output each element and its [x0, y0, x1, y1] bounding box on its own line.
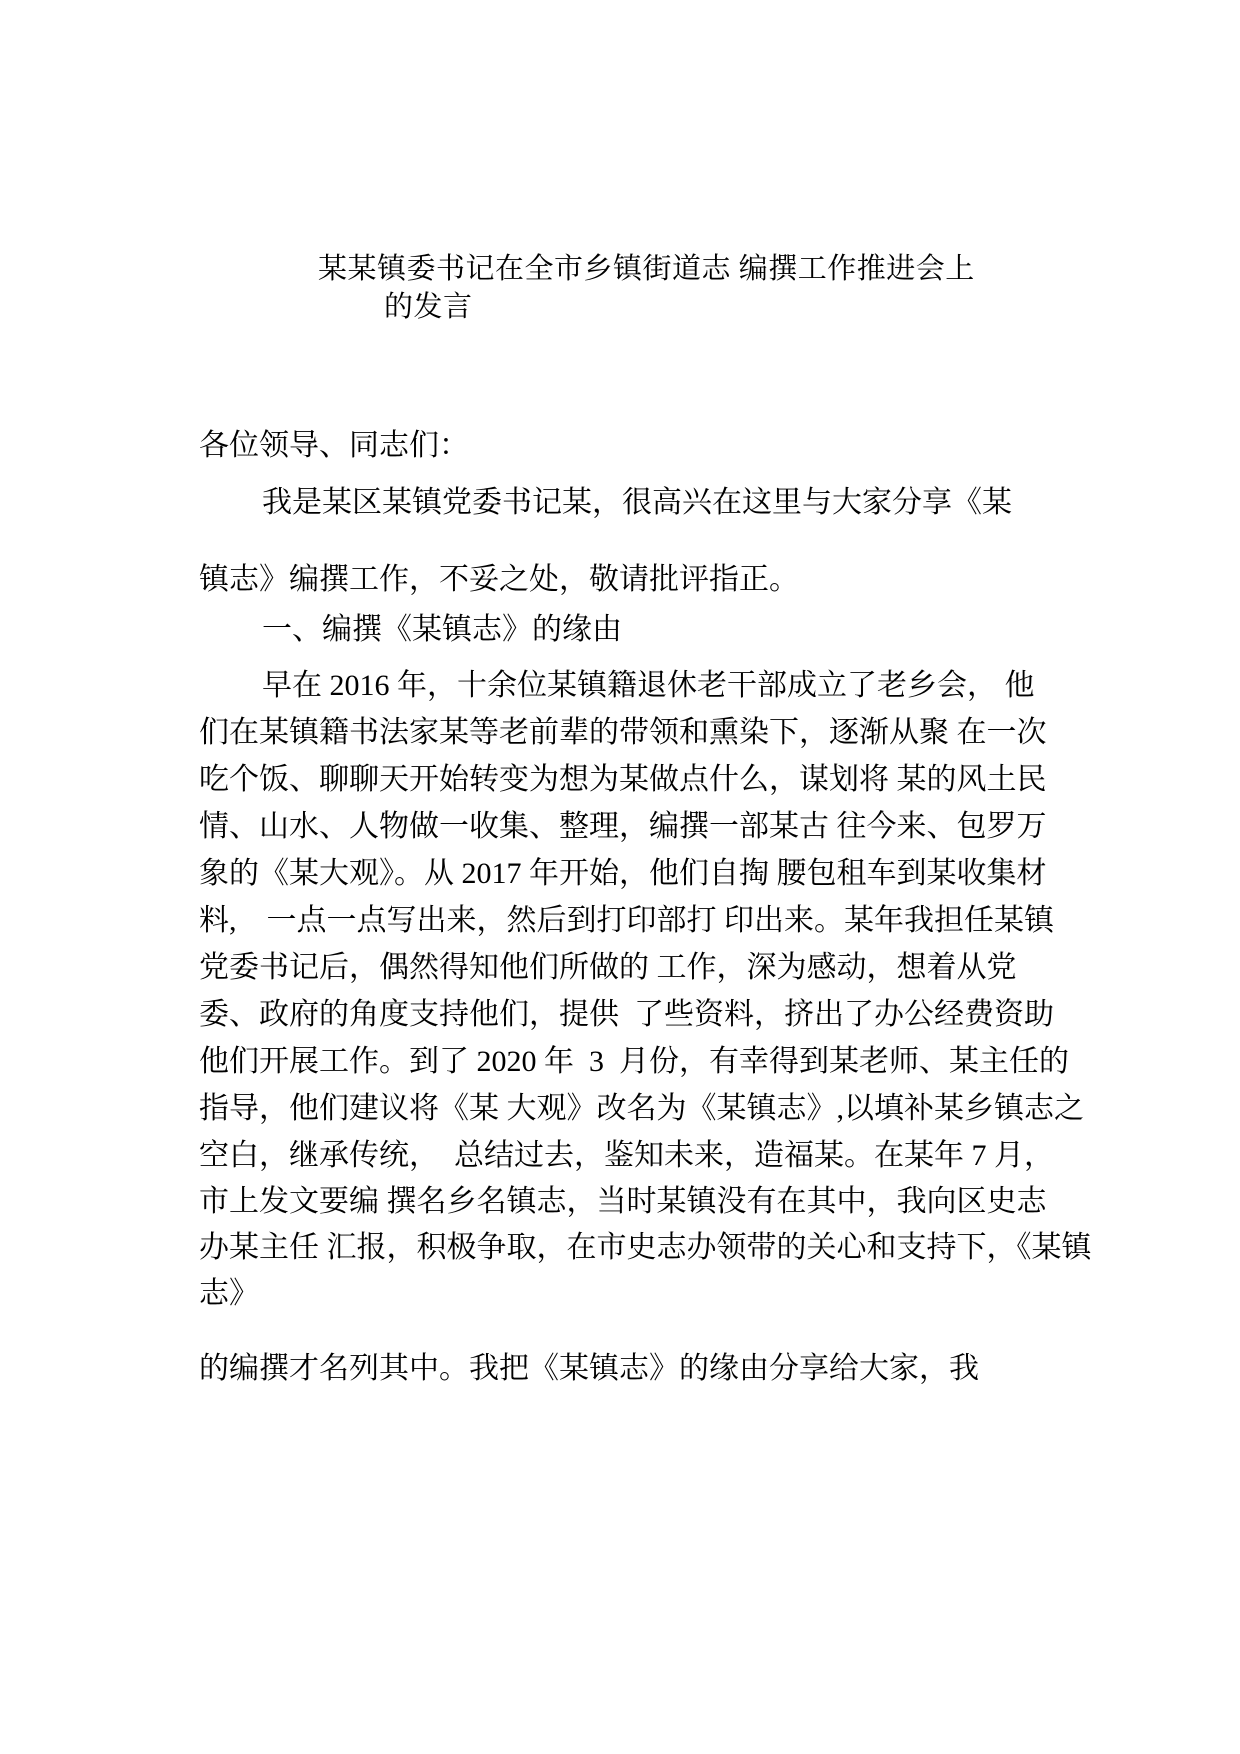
body-line: 党委书记后，偶然得知他们所做的 工作，深为感动，想着从党: [199, 951, 1017, 984]
body-line: 委、政府的角度支持他们，提供 了些资料，挤出了办公经费资助: [199, 998, 1054, 1031]
body-line: 空白，继承传统， 总结过去，鉴知未来，造福某。在某年 7 月，: [199, 1139, 1054, 1172]
closing-line: 的编撰才名列其中。我把《某镇志》的缘由分享给大家，我: [199, 1352, 979, 1385]
body-line: 办某主任 汇报，积极争取，在市史志办领带的关心和支持下，《某镇: [199, 1231, 1092, 1264]
salutation: 各位领导、同志们：: [199, 429, 469, 462]
document-title-line-2: 的发言: [384, 291, 473, 323]
body-line: 吃个饭、聊聊天开始转变为想为某做点什么，谋划将 某的风土民: [199, 763, 1047, 796]
body-line: 早在 2016 年，十余位某镇籍退休老干部成立了老乡会， 他: [262, 669, 1035, 702]
intro-line-1: 我是某区某镇党委书记某，很高兴在这里与大家分享《某: [262, 486, 1012, 519]
body-line: 情、山水、人物做一收集、整理，编撰一部某古 往今来、包罗万: [199, 810, 1047, 843]
body-line: 料, 一点一点写出来，然后到打印部打 印出来。某年我担任某镇: [199, 904, 1054, 937]
document-title-line-1: 某某镇委书记在全市乡镇街道志 编撰工作推进会上: [318, 253, 975, 285]
intro-line-2: 镇志》编撰工作，不妥之处，敬请批评指正。: [199, 563, 799, 596]
body-line: 志》: [199, 1277, 259, 1310]
body-line: 指导，他们建议将《某 大观》改名为《某镇志》,以填补某乡镇志之: [199, 1092, 1084, 1125]
body-line: 象的《某大观》。从 2017 年开始，他们自掏 腰包租车到某收集材: [199, 857, 1047, 890]
section-1-heading: 一、编撰《某镇志》的缘由: [262, 613, 622, 646]
body-line: 们在某镇籍书法家某等老前辈的带领和熏染下，逐渐从聚 在一次: [199, 716, 1047, 749]
body-line: 市上发文要编 撰名乡名镇志，当时某镇没有在其中，我向区史志: [199, 1185, 1047, 1218]
body-line: 他们开展工作。到了 2020 年 3 月份，有幸得到某老师、某主任的: [199, 1045, 1069, 1078]
